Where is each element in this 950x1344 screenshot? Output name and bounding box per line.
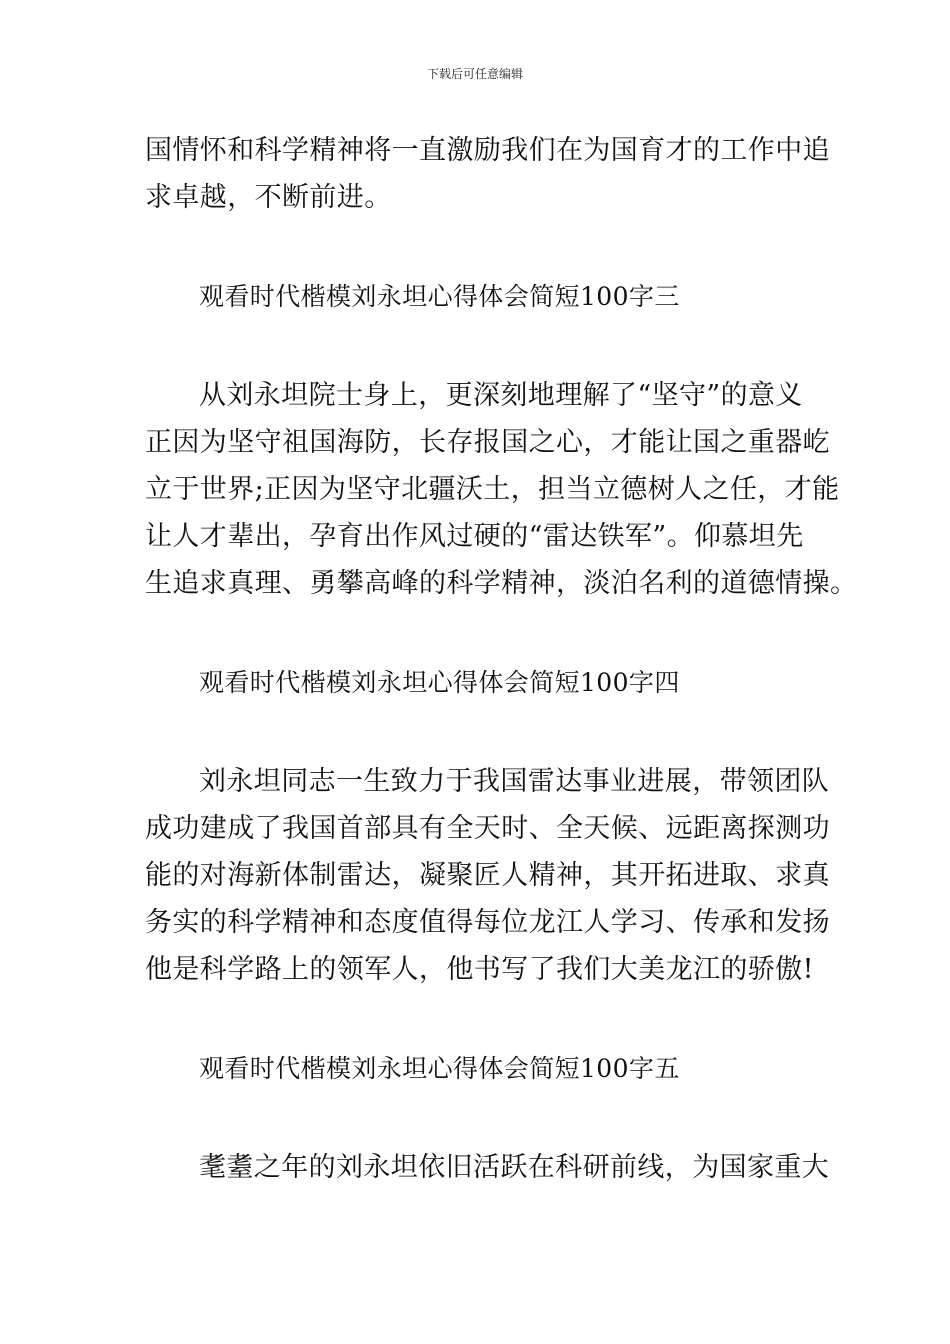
- paragraph-line: 能的对海新体制雷达，凝聚匠人精神，其开拓进取、求真: [145, 860, 830, 891]
- spacer: [145, 221, 810, 273]
- paragraph-line: 耄耋之年的刘永坦依旧活跃在科研前线，为国家重大: [199, 1152, 830, 1183]
- paragraph-line: 立于世界;正因为坚守北疆沃土，担当立德树人之任，才能: [145, 474, 840, 505]
- paragraph-line: 刘永坦同志一生致力于我国雷达事业进展，带领团队: [199, 766, 830, 797]
- header-note: 下载后可任意编辑: [426, 67, 523, 81]
- section-heading-5: 观看时代楷模刘永坦心得体会简短100字五: [199, 1054, 680, 1083]
- spacer: [145, 320, 810, 372]
- paragraph-line: 成功建成了我国首部具有全天时、全天候、远距离探测功: [145, 813, 830, 844]
- paragraph-line: 正因为坚守祖国海防，长存报国之心，才能让国之重器屹: [145, 427, 830, 458]
- spacer: [145, 1092, 810, 1144]
- section-heading-3: 观看时代楷模刘永坦心得体会简短100字三: [199, 282, 680, 311]
- document-body: [145, 127, 858, 1191]
- paragraph-line: 让人才辈出，孕育出作风过硬的“雷达铁军”。仰慕坦先: [145, 521, 804, 552]
- spacer: [145, 607, 810, 659]
- paragraph-line: 务实的科学精神和态度值得每位龙江人学习、传承和发扬: [145, 907, 830, 938]
- section-heading-4: 观看时代楷模刘永坦心得体会简短100字四: [199, 668, 680, 697]
- spacer: [145, 706, 810, 758]
- paragraph-line: 求卓越，不断前进。: [145, 182, 392, 213]
- spacer: [145, 993, 810, 1045]
- paragraph-line: 生追求真理、勇攀高峰的科学精神，淡泊名利的道德情操。: [145, 568, 858, 599]
- paragraph-line: 他是科学路上的领军人，他书写了我们大美龙江的骄傲!: [145, 954, 814, 985]
- paragraph-line: 国情怀和科学精神将一直激励我们在为国育才的工作中追: [145, 135, 830, 166]
- paragraph-line: 从刘永坦院士身上，更深刻地理解了“坚守”的意义: [199, 380, 803, 411]
